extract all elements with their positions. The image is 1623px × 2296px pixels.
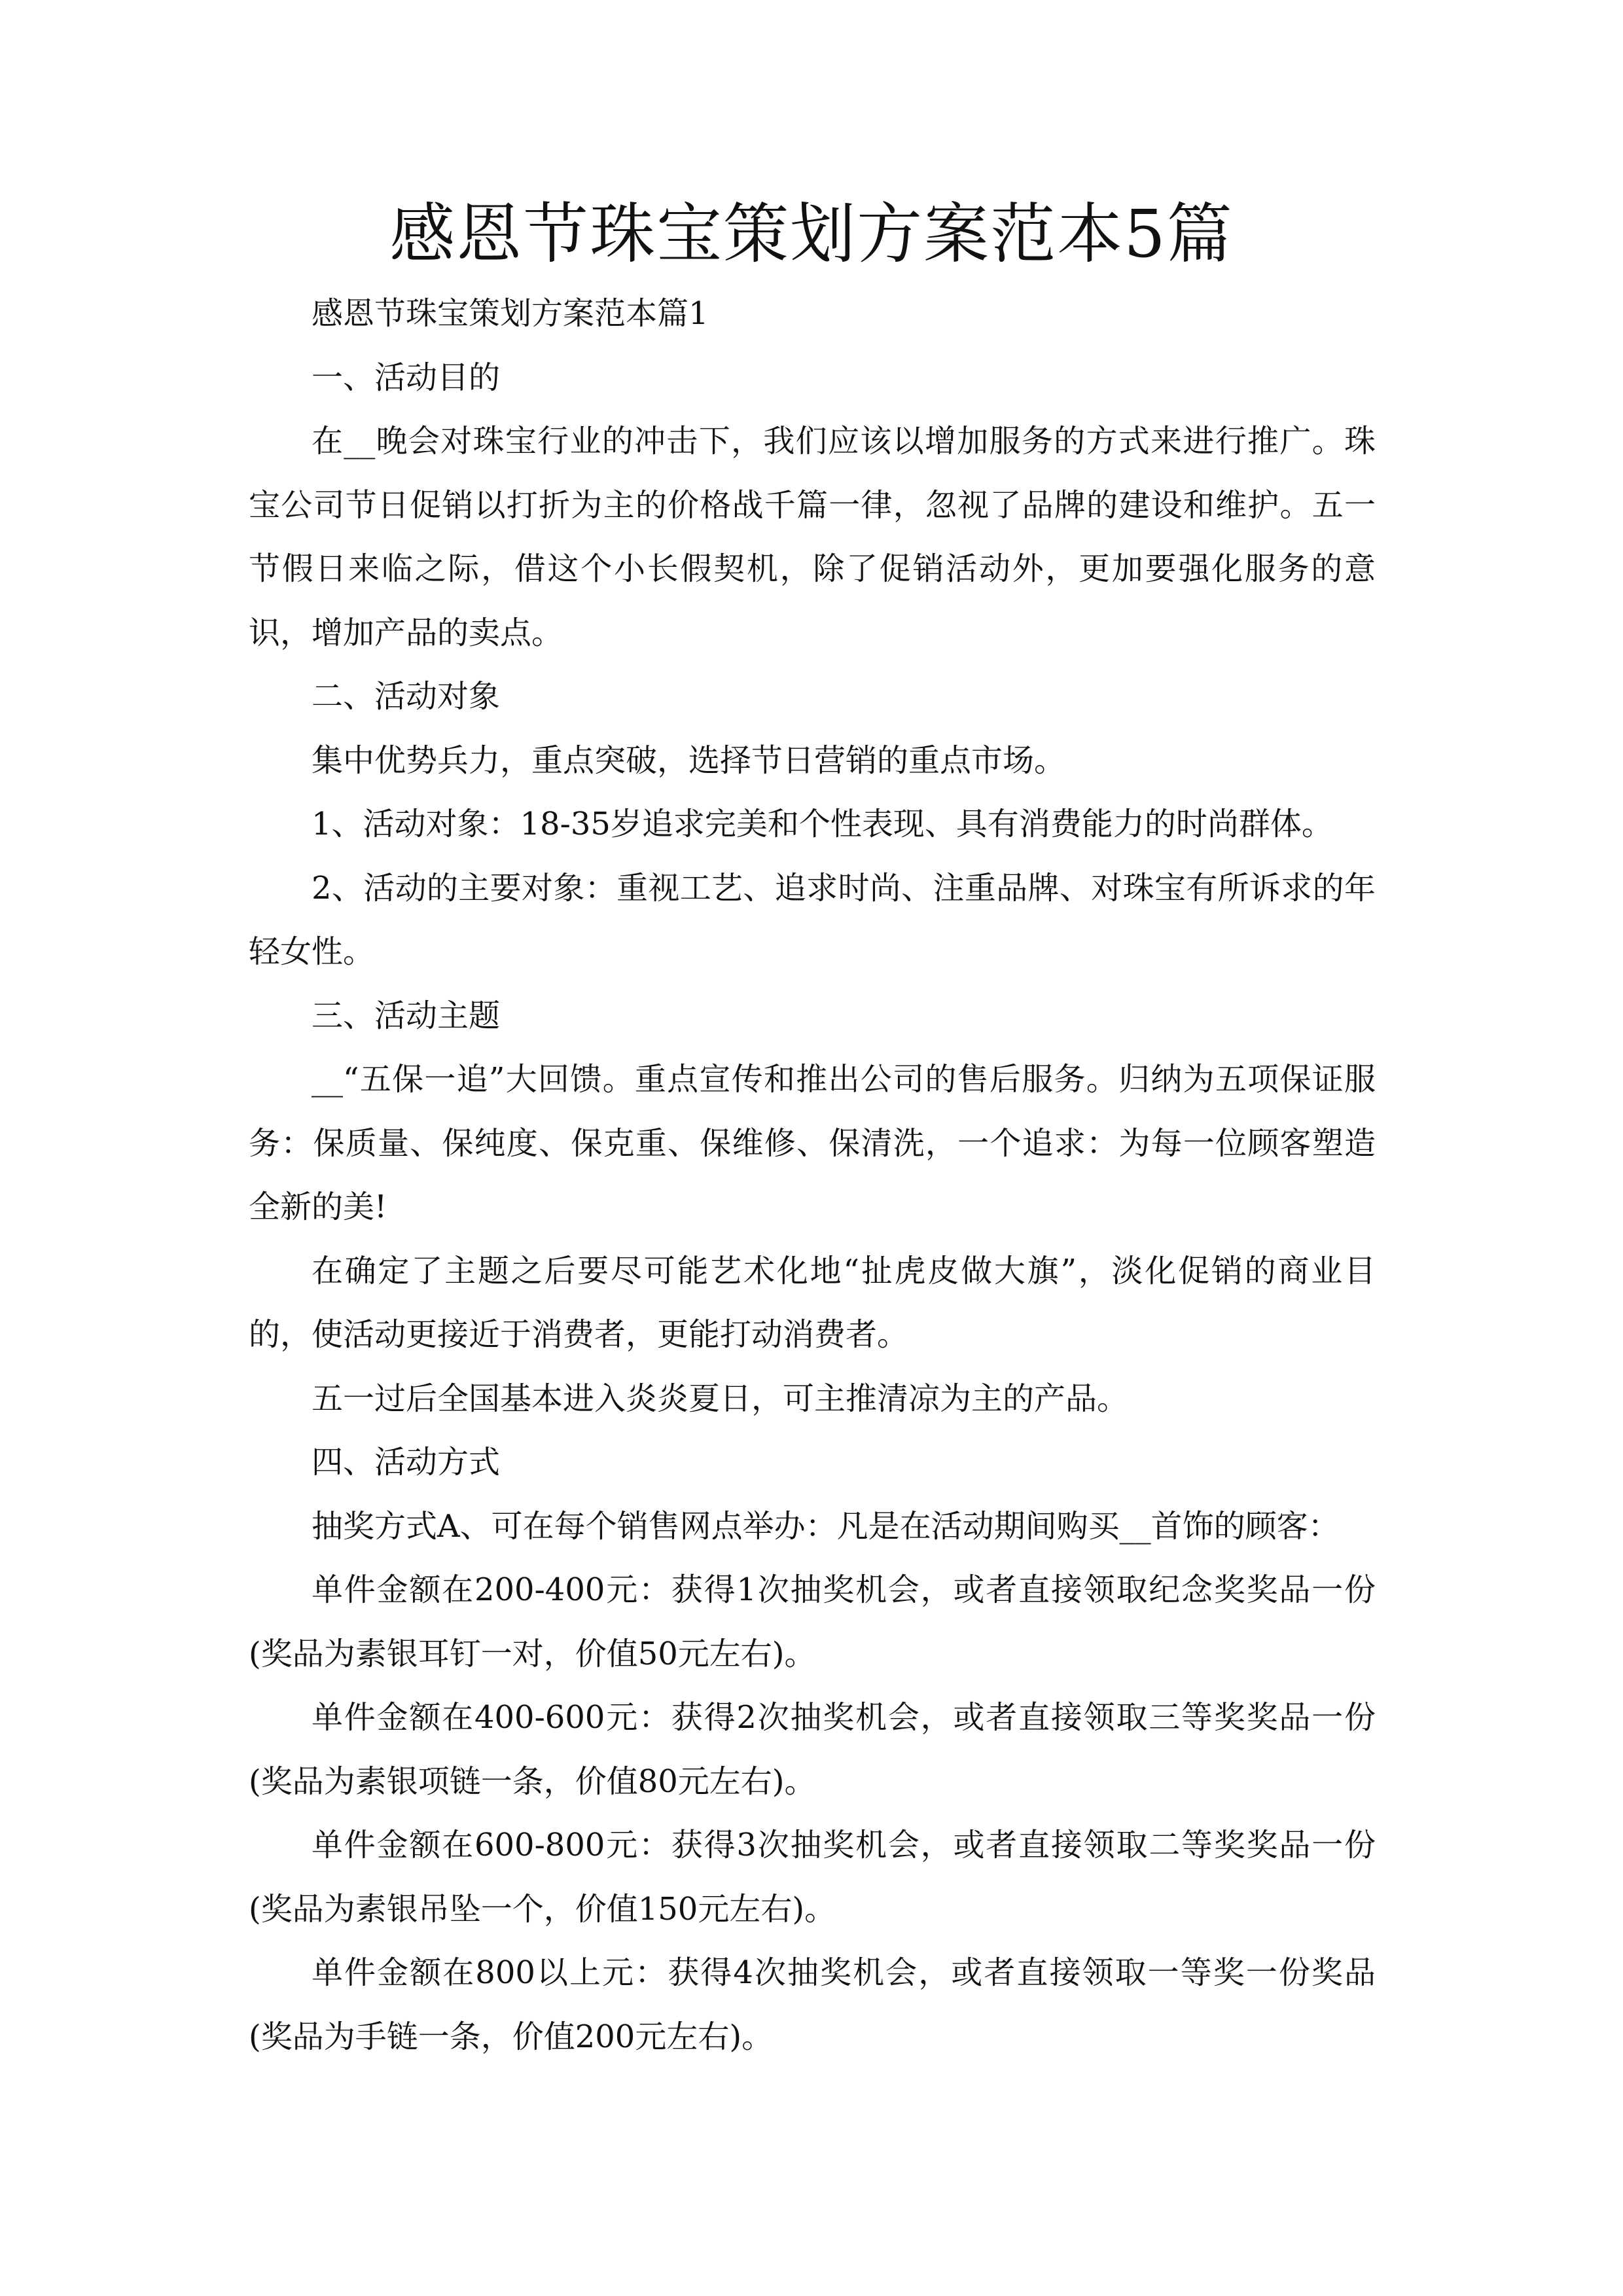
paragraph: 1、活动对象：18-35岁追求完美和个性表现、具有消费能力的时尚群体。: [312, 806, 1333, 842]
paragraph: __“五保一追”大回馈。重点宣传和推出公司的售后服务。归纳为五项保证服务：保质量、保纯度、保克重、保维修、保清洗，一个追求：为每一位顾客塑造全新的美!: [249, 1061, 1376, 1225]
section-heading: 一、活动目的: [312, 359, 501, 396]
document-body: [249, 282, 1376, 2069]
section-heading: 感恩节珠宝策划方案范本篇1: [312, 295, 709, 332]
paragraph: 在确定了主题之后要尽可能艺术化地“扯虎皮做大旗”，淡化促销的商业目的，使活动更接近于消费者，更能打动消费者。: [249, 1252, 1376, 1353]
paragraph: 五一过后全国基本进入炎炎夏日，可主推清凉为主的产品。: [312, 1380, 1129, 1417]
section-heading: 三、活动主题: [312, 997, 501, 1034]
paragraph: 集中优势兵力，重点突破，选择节日营销的重点市场。: [312, 742, 1066, 779]
paragraph: 2、活动的主要对象：重视工艺、追求时尚、注重品牌、对珠宝有所诉求的年轻女性。: [249, 869, 1376, 970]
paragraph: 单件金额在200-400元：获得1次抽奖机会，或者直接领取纪念奖奖品一份(奖品为素银耳钉一对，价值50元左右)。: [249, 1571, 1376, 1672]
section-heading: 二、活动对象: [312, 678, 501, 715]
paragraph: 单件金额在400-600元：获得2次抽奖机会，或者直接领取三等奖奖品一份(奖品为素银项链一条，价值80元左右)。: [249, 1699, 1376, 1800]
paragraph: 单件金额在800以上元：获得4次抽奖机会，或者直接领取一等奖一份奖品(奖品为手链一条，价值200元左右)。: [249, 1954, 1376, 2055]
paragraph: 在__晚会对珠宝行业的冲击下，我们应该以增加服务的方式来进行推广。珠宝公司节日促销以打折为主的价格战千篇一律，忽视了品牌的建设和维护。五一节假日来临之际，借这个小长假契机，除了促销活动外，更加要强化服务的意识，增加产品的卖点。: [249, 423, 1376, 651]
section-heading: 四、活动方式: [312, 1444, 501, 1480]
document-title: 感恩节珠宝策划方案范本5篇: [389, 196, 1234, 272]
paragraph: 抽奖方式A、可在每个销售网点举办：凡是在活动期间购买__首饰的顾客：: [312, 1507, 1340, 1545]
paragraph: 单件金额在600-800元：获得3次抽奖机会，或者直接领取二等奖奖品一份(奖品为素银吊坠一个，价值150元左右)。: [249, 1827, 1376, 1928]
